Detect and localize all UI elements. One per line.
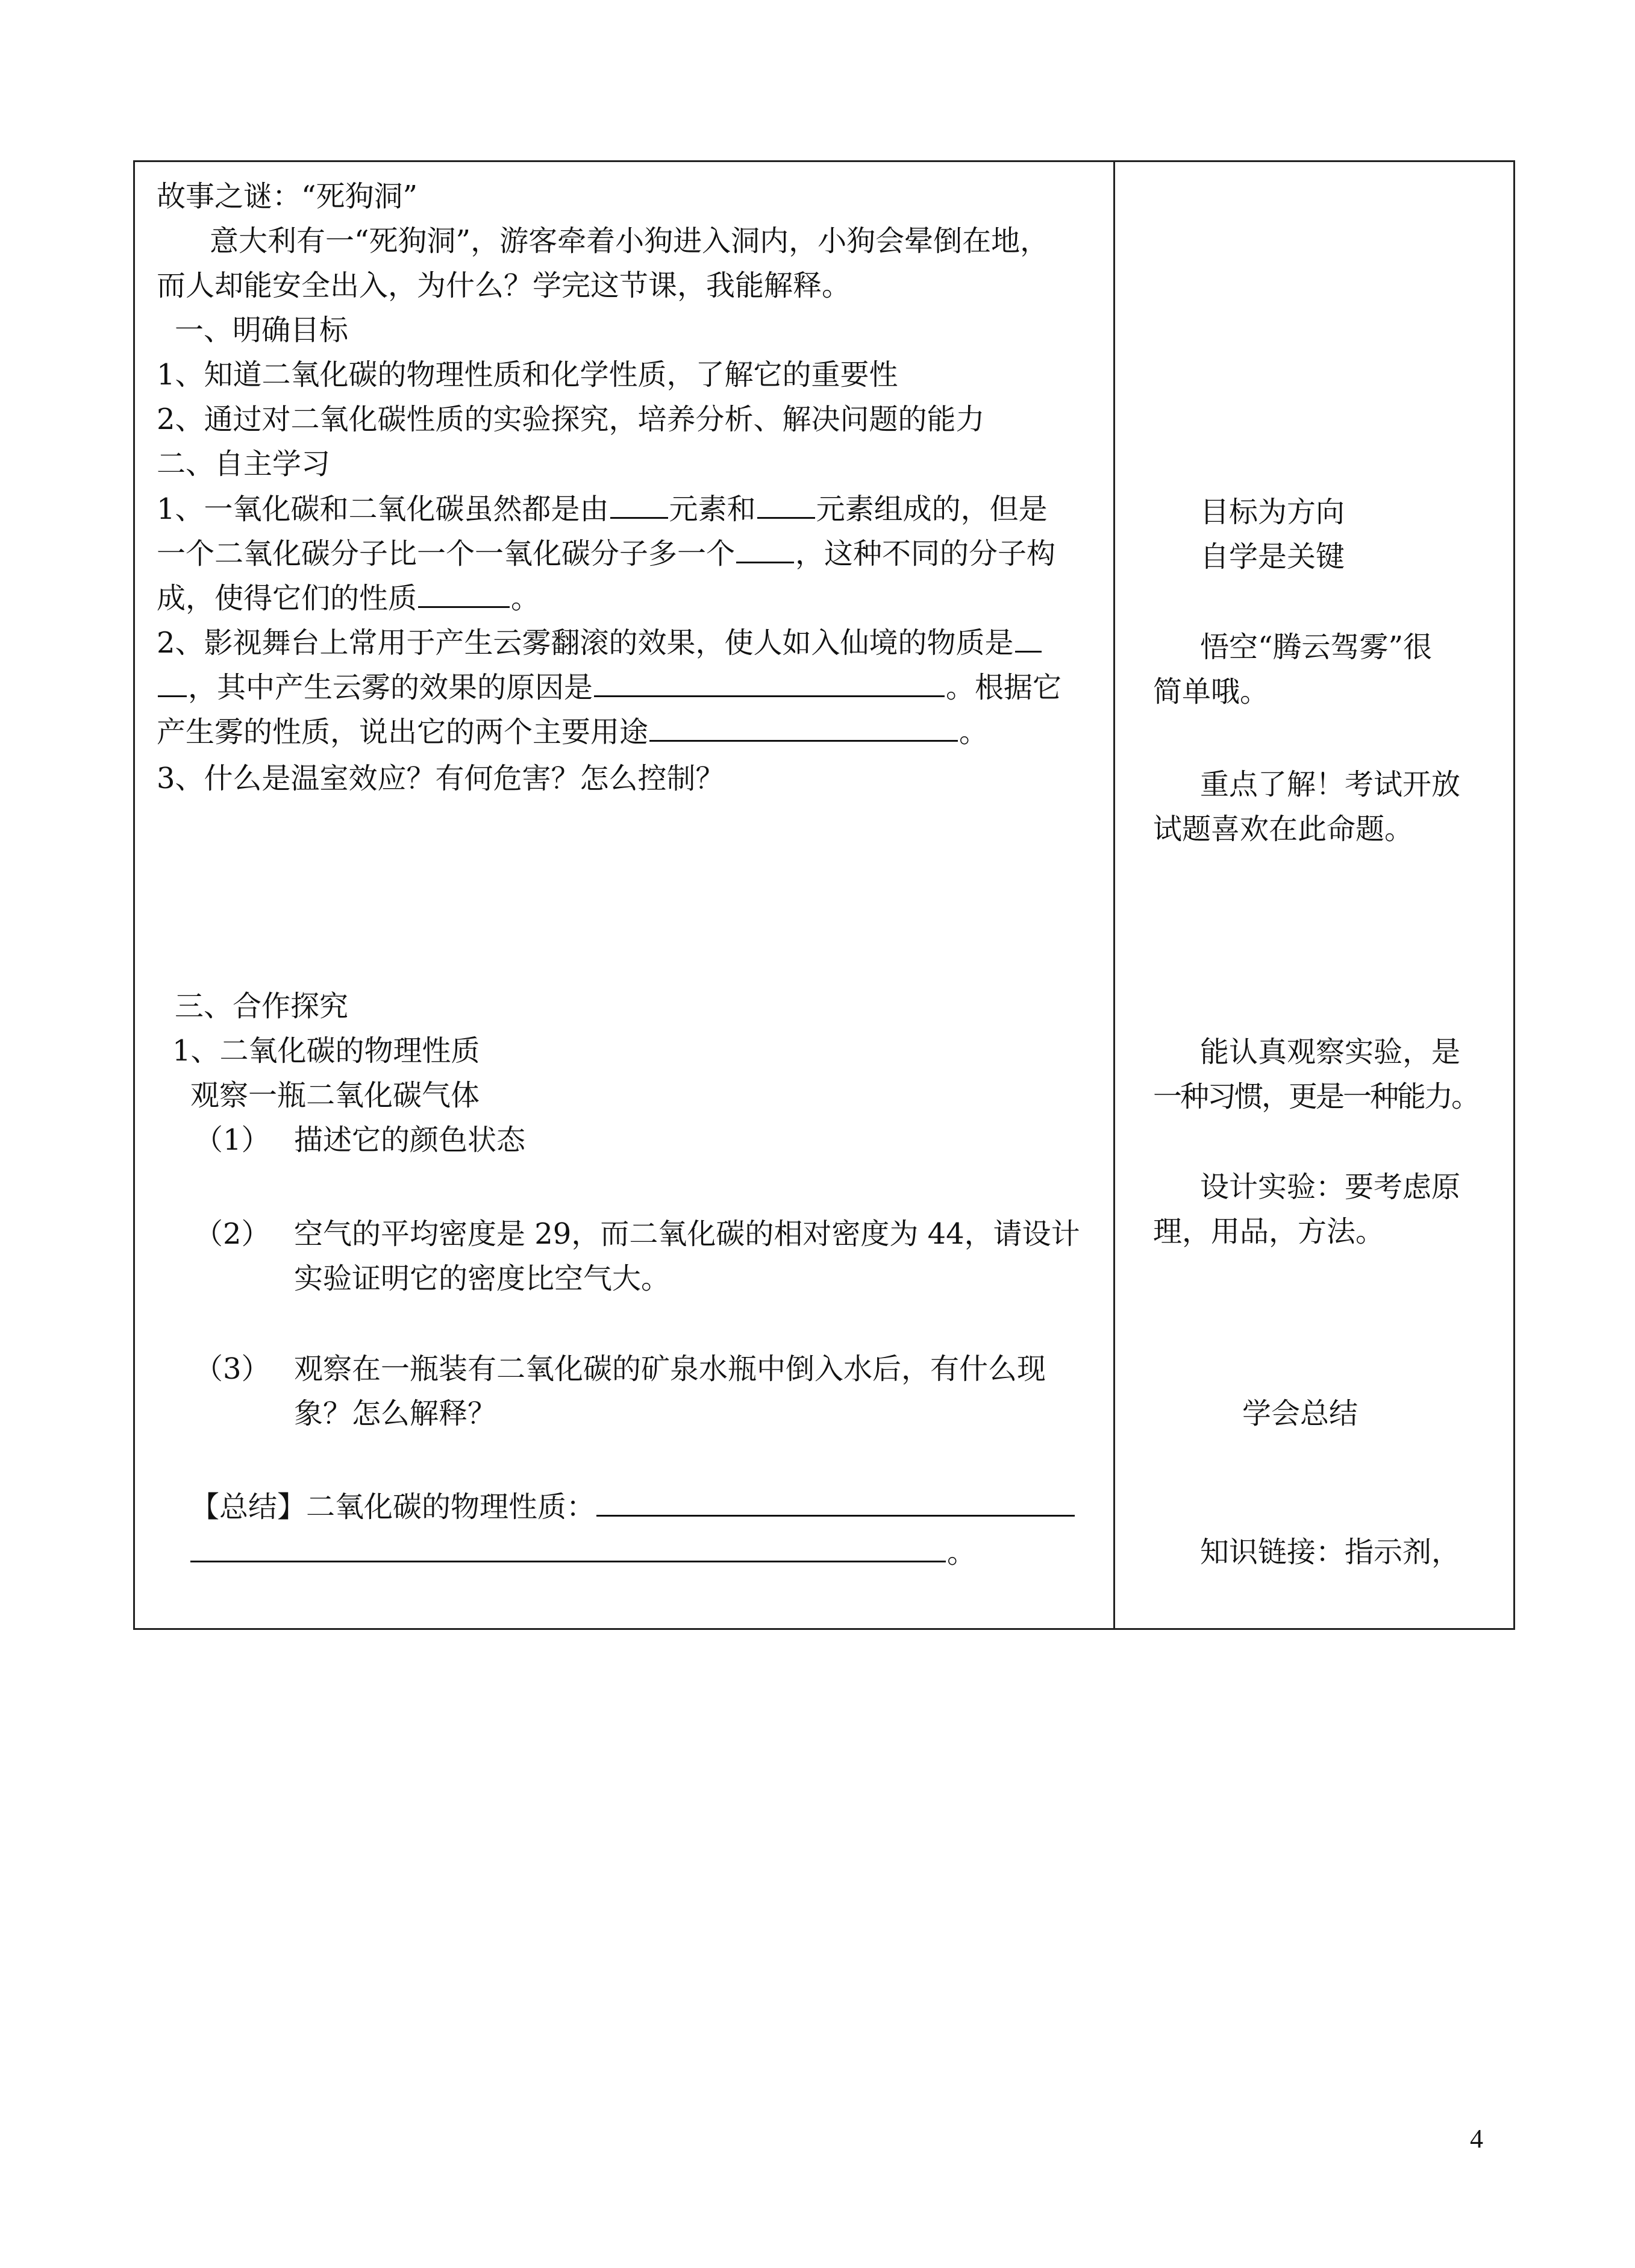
question-text: ，其中产生云雾的效果的原因是 xyxy=(188,671,593,704)
section-heading: 三、合作探究 xyxy=(175,989,349,1023)
item-text: 描述它的颜色状态 xyxy=(294,1123,526,1157)
question-text: 一个二氧化碳分子比一个一氧化碳分子多一个 xyxy=(157,537,736,571)
question-text: 1、一氧化碳和二氧化碳虽然都是由 xyxy=(157,492,609,526)
side-note: 能认真观察实验，是 xyxy=(1200,1035,1461,1069)
fill-blank xyxy=(610,490,668,519)
question-1-line xyxy=(157,580,540,616)
question-text: 元素组成的，但是 xyxy=(816,492,1048,526)
side-note: 目标为方向 xyxy=(1200,495,1345,529)
summary-label: 【总结】二氧化碳的物理性质： xyxy=(190,1490,596,1524)
side-note: 试题喜欢在此命题。 xyxy=(1153,812,1414,846)
side-note: 悟空“腾云驾雾”很 xyxy=(1200,630,1433,664)
side-note: 理，用品，方法。 xyxy=(1153,1215,1385,1248)
fill-blank xyxy=(418,580,510,608)
fill-blank xyxy=(158,669,187,697)
side-note: 设计实验：要考虑原 xyxy=(1200,1170,1461,1204)
question-text: 。 xyxy=(959,715,989,749)
fill-blank xyxy=(757,490,815,519)
question-text: ，这种不同的分子构 xyxy=(795,537,1056,571)
summary-end: 。 xyxy=(947,1536,977,1570)
question-1-line xyxy=(157,535,1055,572)
question-text: 2、影视舞台上常用于产生云雾翻滚的效果，使人如入仙境的物质是 xyxy=(157,626,1014,660)
fill-blank xyxy=(596,1488,1075,1517)
question-2-line xyxy=(157,624,1043,661)
story-text-line: 意大利有一“死狗洞”，游客牵着小狗进入洞内，小狗会晕倒在地， xyxy=(210,224,1049,258)
side-note: 重点了解！考试开放 xyxy=(1200,768,1461,801)
side-note: 知识链接：指示剂， xyxy=(1200,1535,1461,1569)
goal-item: 1、知道二氧化碳的物理性质和化学性质，了解它的重要性 xyxy=(157,358,898,392)
page-number: 4 xyxy=(1470,2124,1483,2154)
side-note: 学会总结 xyxy=(1242,1397,1358,1430)
question-2-line xyxy=(157,713,988,750)
side-note: 自学是关键 xyxy=(1200,540,1345,574)
question-text: 成，使得它们的性质 xyxy=(157,581,417,615)
item-text: 象？怎么解释？ xyxy=(294,1397,497,1430)
fill-blank xyxy=(1015,624,1042,653)
side-note: 一种习惯，更是一种能力。 xyxy=(1153,1080,1479,1114)
fill-blank xyxy=(649,713,958,742)
side-note: 简单哦。 xyxy=(1153,675,1269,709)
item-number: （2） xyxy=(194,1217,270,1251)
question-text: 元素和 xyxy=(669,492,756,526)
summary-line xyxy=(190,1488,1076,1525)
subsection-heading: 1、二氧化碳的物理性质 xyxy=(172,1034,480,1068)
goal-item: 2、通过对二氧化碳性质的实验探究，培养分析、解决问题的能力 xyxy=(157,403,985,436)
question-2-line xyxy=(157,669,1061,706)
item-number: （3） xyxy=(194,1352,270,1386)
item-text: 观察在一瓶装有二氧化碳的矿泉水瓶中倒入水后，有什么现 xyxy=(294,1352,1046,1386)
question-text: 。根据它 xyxy=(946,671,1062,704)
fill-blank xyxy=(594,669,945,697)
item-number: （1） xyxy=(194,1123,270,1157)
fill-blank xyxy=(736,535,794,563)
question-text: 。 xyxy=(511,581,540,615)
question-text: 产生雾的性质，说出它的两个主要用途 xyxy=(157,715,649,749)
item-text: 实验证明它的密度比空气大。 xyxy=(294,1262,671,1295)
section-heading: 一、明确目标 xyxy=(175,313,349,347)
item-text: 空气的平均密度是 29，而二氧化碳的相对密度为 44，请设计 xyxy=(294,1217,1080,1251)
column-divider xyxy=(1113,160,1115,1630)
fill-blank xyxy=(190,1534,946,1562)
story-text-line: 而人却能安全出入，为什么？学完这节课，我能解释。 xyxy=(157,269,851,302)
question-3: 3、什么是温室效应？有何危害？怎么控制？ xyxy=(157,762,725,795)
question-1-line xyxy=(157,490,1048,527)
story-title: 故事之谜：“死狗洞” xyxy=(157,180,418,213)
observe-instruction: 观察一瓶二氧化碳气体 xyxy=(190,1079,480,1112)
section-heading: 二、自主学习 xyxy=(157,447,331,481)
summary-line xyxy=(190,1534,976,1571)
